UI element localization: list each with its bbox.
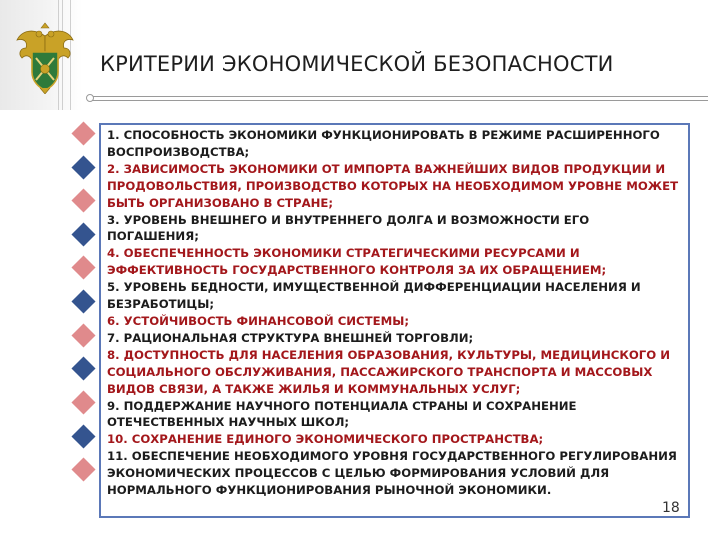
criterion-item: 8. ДОСТУПНОСТЬ ДЛЯ НАСЕЛЕНИЯ ОБРАЗОВАНИЯ, КУЛЬТУРЫ, МЕДИЦИНСКОГО И СОЦИАЛЬНОГО ОБСЛУЖИВАНИЯ, ПАССАЖИРСКОГО ТРАНСПОРТА И МАССОВЫХ ВИДОВ СВЯЗИ, А ТАКЖЕ ЖИЛЬЯ И КОММУНАЛЬНЫХ УСЛУГ; (107, 347, 671, 396)
title-divider (90, 96, 708, 97)
criterion-item: 1. СПОСОБНОСТЬ ЭКОНОМИКИ ФУНКЦИОНИРОВАТЬ В РЕЖИМЕ РАСШИРЕННОГО ВОСПРОИЗВОДСТВА; (107, 128, 660, 159)
bullet-diamond (71, 356, 95, 380)
criterion-item: 7. РАЦИОНАЛЬНАЯ СТРУКТУРА ВНЕШНЕЙ ТОРГОВЛИ; (107, 330, 474, 345)
criterion-item: 6. УСТОЙЧИВОСТЬ ФИНАНСОВОЙ СИСТЕМЫ; (107, 313, 410, 328)
bullet-diamond (71, 390, 95, 414)
bullet-diamond (71, 121, 95, 145)
criterion-item: 10. СОХРАНЕНИЕ ЕДИНОГО ЭКОНОМИЧЕСКОГО ПРОСТРАНСТВА; (107, 432, 544, 447)
coat-of-arms-icon (14, 22, 76, 94)
title-divider-secondary (90, 100, 708, 101)
slide-title: КРИТЕРИИ ЭКОНОМИЧЕСКОЙ БЕЗОПАСНОСТИ (100, 52, 614, 76)
bullet-diamond (71, 188, 95, 212)
criterion-item: 4. ОБЕСПЕЧЕННОСТЬ ЭКОНОМИКИ СТРАТЕГИЧЕСКИМИ РЕСУРСАМИ И ЭФФЕКТИВНОСТЬ ГОСУДАРСТВЕННОГО КОНТРОЛЯ ЗА ИХ ОБРАЩЕНИЕМ; (107, 246, 607, 278)
bullet-diamond (71, 155, 95, 179)
criterion-item: 3. УРОВЕНЬ ВНЕШНЕГО И ВНУТРЕННЕГО ДОЛГА И ВОЗМОЖНОСТИ ЕГО ПОГАШЕНИЯ; (107, 212, 590, 244)
bullet-diamond (71, 289, 95, 313)
bullet-diamond (71, 424, 95, 448)
criterion-item: 11. ОБЕСПЕЧЕНИЕ НЕОБХОДИМОГО УРОВНЯ ГОСУДАРСТВЕННОГО РЕГУЛИРОВАНИЯ ЭКОНОМИЧЕСКИХ ПРОЦЕССОВ С ЦЕЛЬЮ ФОРМИРОВАНИЯ УСЛОВИЙ ДЛЯ НОРМАЛЬНОГО ФУНКЦИОНИРОВАНИЯ РЫНОЧНОЙ ЭКОНОМИКИ. (107, 449, 677, 498)
page-number: 18 (662, 500, 680, 516)
bullet-diamond (71, 222, 95, 246)
bullet-diamond (71, 457, 95, 481)
divider-dot (86, 94, 94, 102)
criterion-item: 5. УРОВЕНЬ БЕДНОСТИ, ИМУЩЕСТВЕННОЙ ДИФФЕРЕНЦИАЦИИ НАСЕЛЕНИЯ И БЕЗРАБОТИЦЫ; (107, 280, 641, 312)
criterion-item: 2. ЗАВИСИМОСТЬ ЭКОНОМИКИ ОТ ИМПОРТА ВАЖНЕЙШИХ ВИДОВ ПРОДУКЦИИ И ПРОДОВОЛЬСТВИЯ, ПРОИЗВОДСТВО КОТОРЫХ НА НЕОБХОДИМОМ УРОВНЕ МОЖЕТ БЫТЬ ОРГАНИЗОВАНО В СТРАНЕ; (107, 161, 679, 210)
criteria-list (107, 127, 682, 499)
bullet-diamond (71, 323, 95, 347)
criterion-item: 9. ПОДДЕРЖАНИЕ НАУЧНОГО ПОТЕНЦИАЛА СТРАНЫ И СОХРАНЕНИЕ ОТЕЧЕСТВЕННЫХ НАУЧНЫХ ШКОЛ; (107, 398, 577, 430)
bullet-diamond (71, 255, 95, 279)
